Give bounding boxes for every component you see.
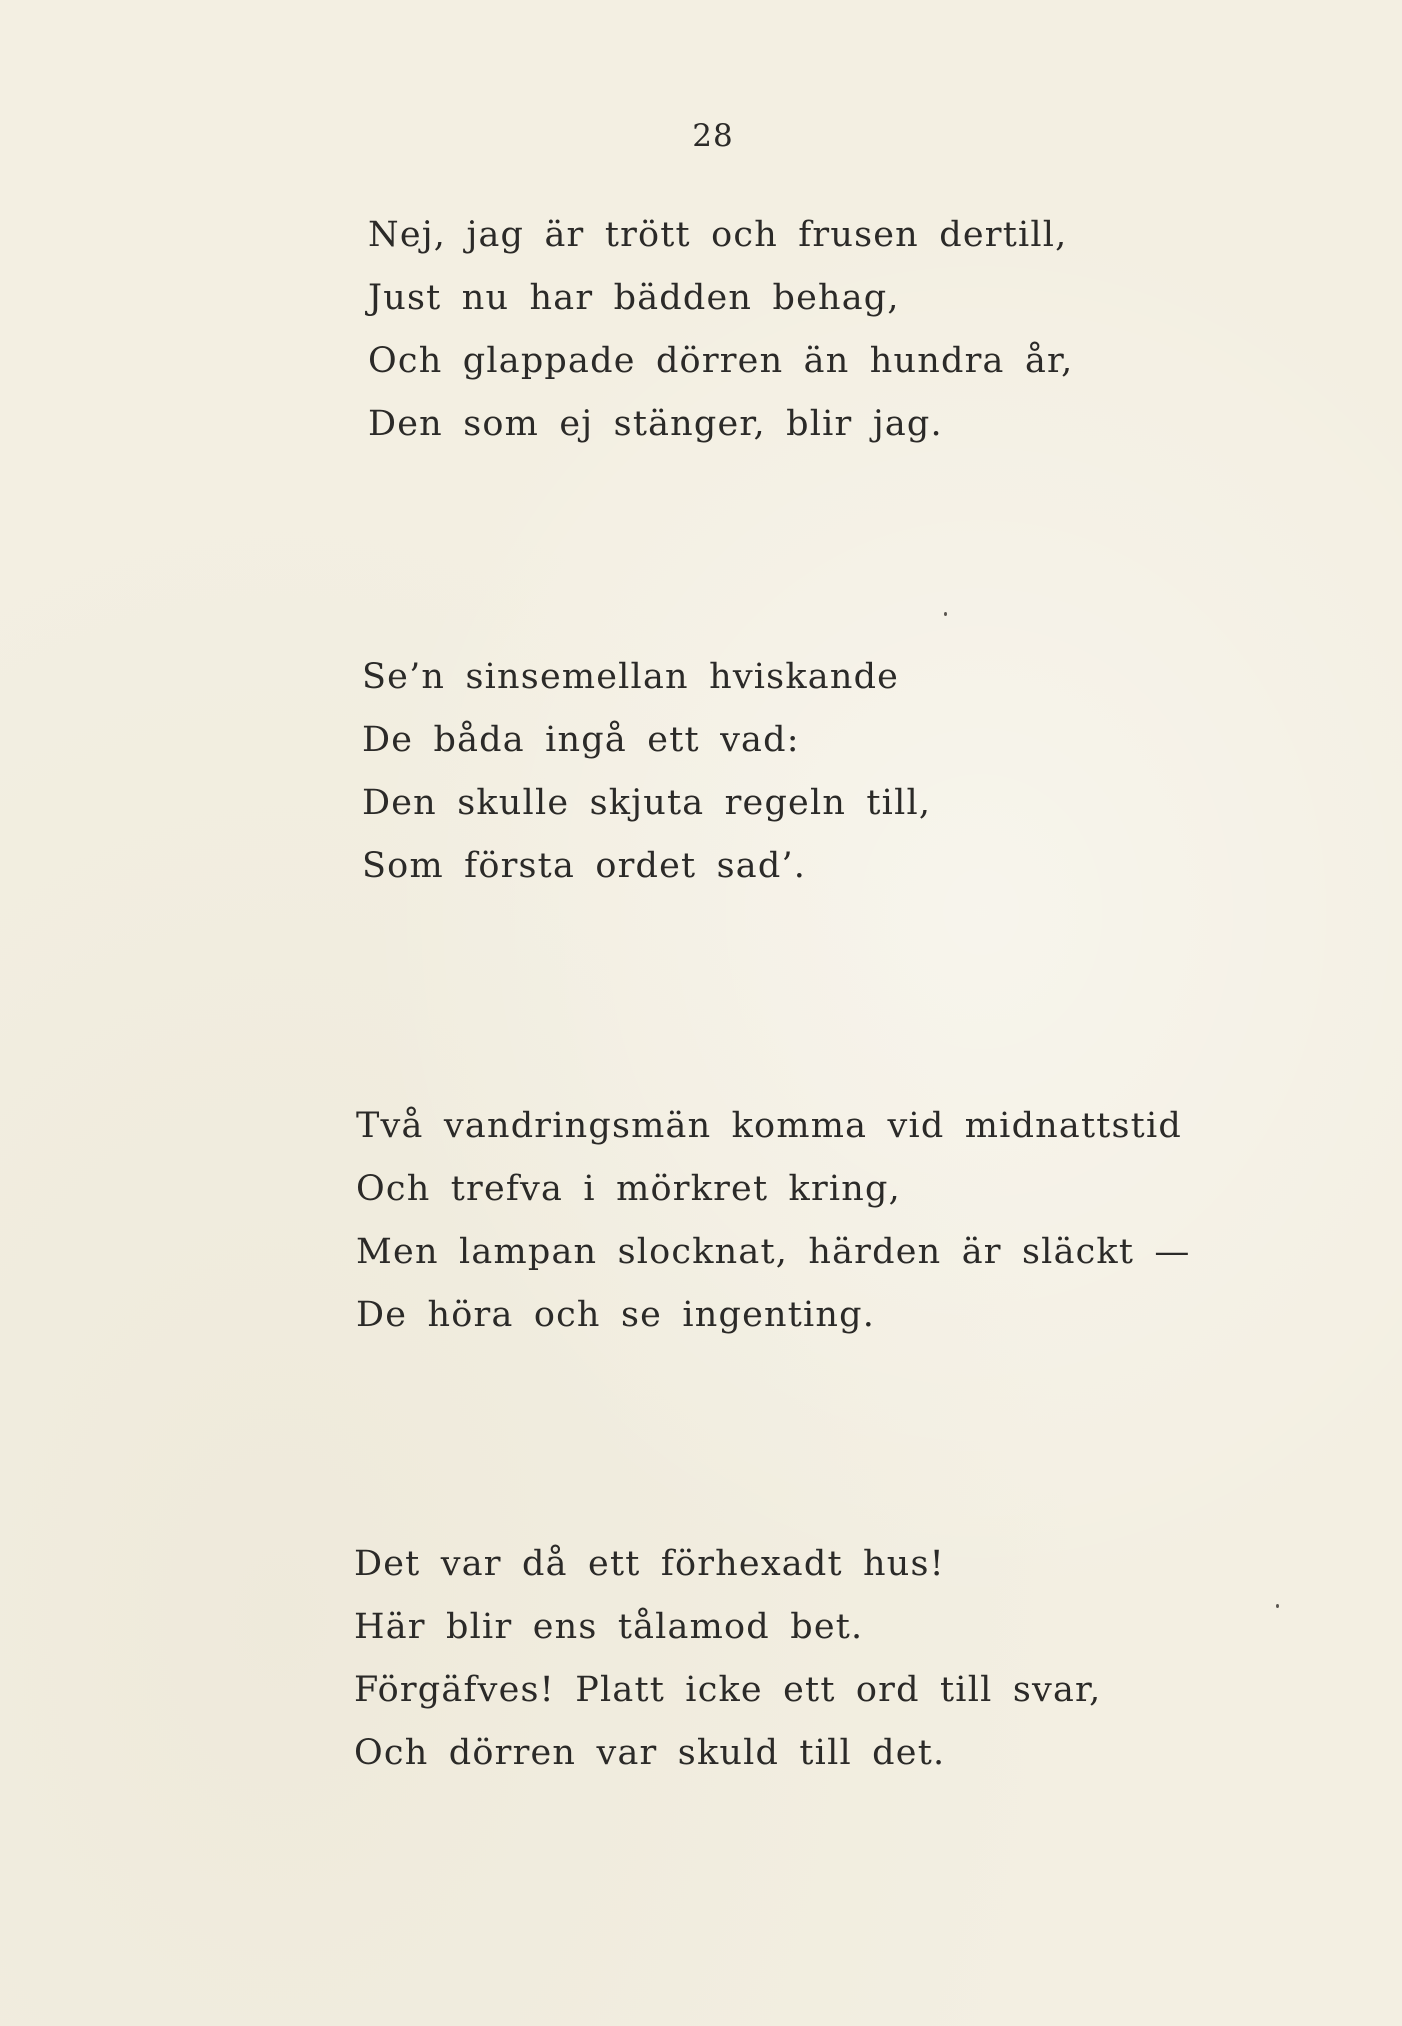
stanza-line: Här blir ens tålamod bet.	[354, 1607, 864, 1647]
stanza-3	[356, 1095, 1191, 1347]
stanza-line: Se’n sinsemellan hviskande	[362, 657, 900, 697]
stanza-line: De båda ingå ett vad:	[362, 720, 800, 760]
stanza-line: Och dörren var skuld till det.	[354, 1733, 946, 1773]
stanza-1	[368, 204, 1073, 456]
stanza-line: Och glappade dörren än hundra år,	[368, 341, 1074, 381]
stanza-line: De höra och se ingenting.	[356, 1295, 876, 1335]
stanza-line: Nej, jag är trött och frusen dertill,	[368, 215, 1068, 255]
stanza-line: Som första ordet sad’.	[362, 846, 807, 886]
stanza-line: Men lampan slocknat, härden är släckt —	[356, 1232, 1191, 1272]
page-number: 28	[692, 118, 734, 154]
stanza-line: Det var då ett förhexadt hus!	[354, 1544, 945, 1584]
paper-speck	[944, 612, 947, 616]
stanza-line: Förgäfves! Platt icke ett ord till svar,	[354, 1670, 1102, 1710]
paper-speck	[1276, 1604, 1279, 1608]
stanza-2	[362, 646, 931, 898]
stanza-line: Den skulle skjuta regeln till,	[362, 783, 932, 823]
stanza-line: Den som ej stänger, blir jag.	[368, 404, 943, 444]
stanza-line: Och trefva i mörkret kring,	[356, 1169, 901, 1209]
stanza-line: Två vandringsmän komma vid midnattstid	[356, 1106, 1182, 1146]
stanza-4	[354, 1533, 1101, 1785]
stanza-line: Just nu har bädden behag,	[368, 278, 900, 318]
